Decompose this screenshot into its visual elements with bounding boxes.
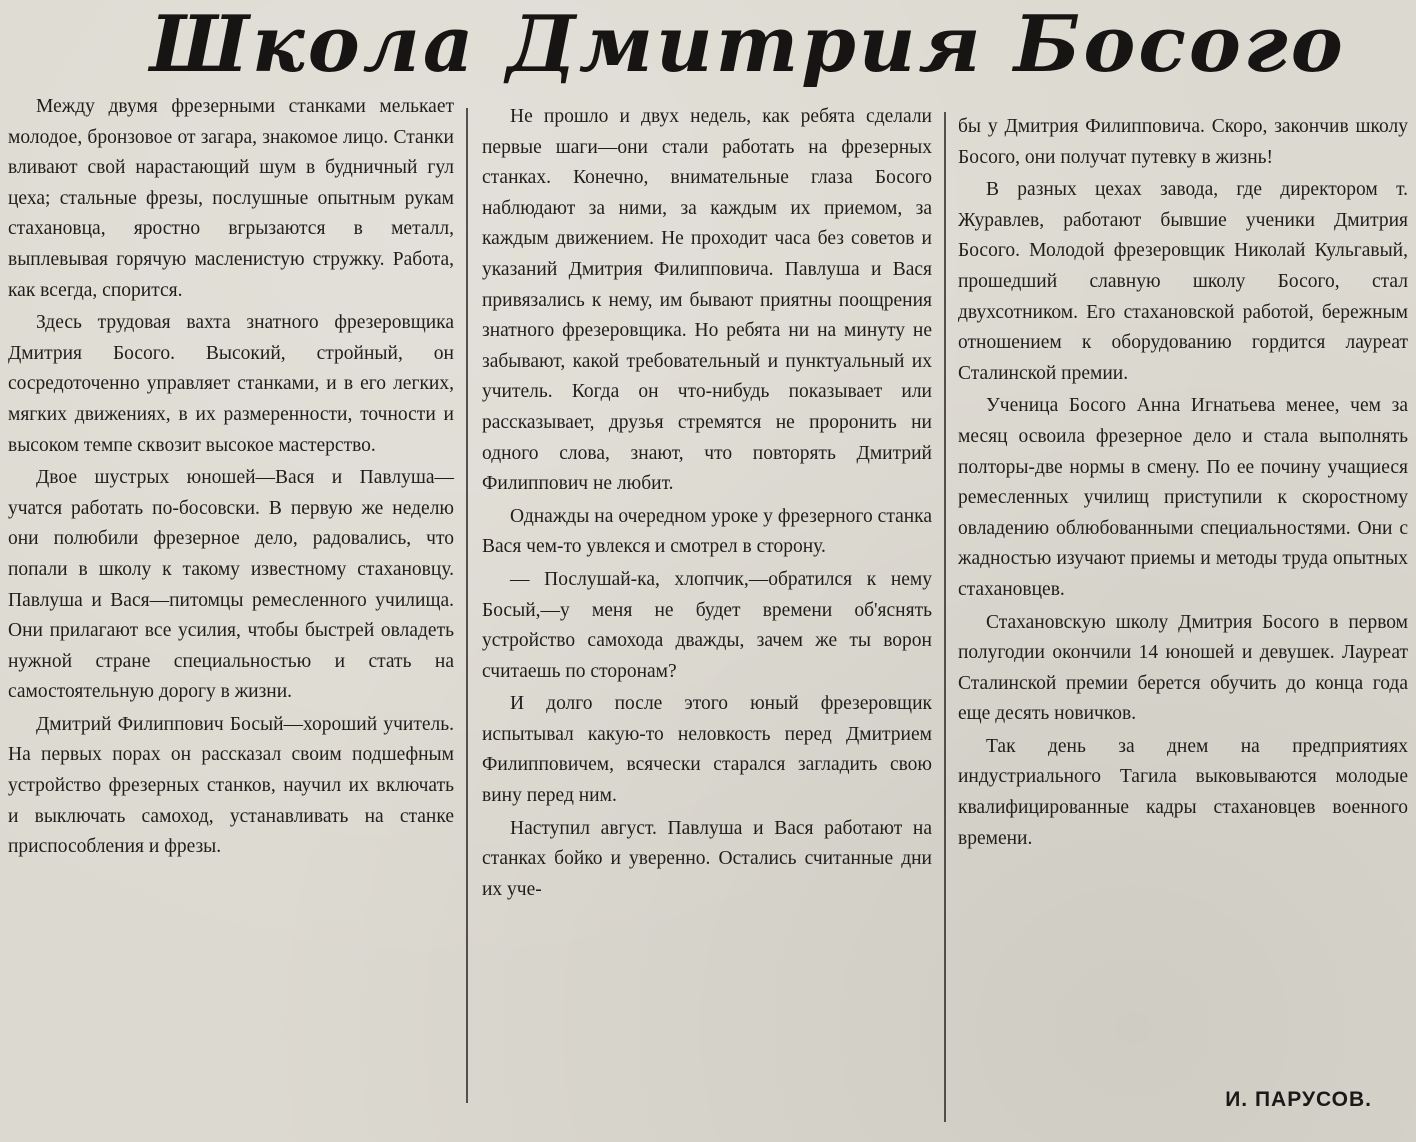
paragraph: Здесь трудовая вахта знатного фрезеровщика Дмитрия Босого. Высокий, стройный, он сосредоточенно управляет станками, и в его легких, мягких движениях, в их размеренности, точности и высоком темпе сквозит высокое мастерство. — [8, 312, 454, 456]
paragraph-continued: бы у Дмитрия Филипповича. Скоро, закончив школу Босого, они получат путевку в жизнь! — [958, 116, 1408, 168]
paragraph: Двое шустрых юношей—Вася и Павлуша—учатся работать по-босовски. В первую же неделю они полюбили фрезерное дело, радовались, что попали в школу к такому известному стахановцу. Павлуша и Вася—питомцы ремесленного училища. Они прилагают все усилия, чтобы быстрей овладеть нужной стране специальностью и стать на самостоятельную дорогу в жизни. — [8, 467, 454, 703]
article-title: Школа Дмитрия Босого — [150, 0, 1346, 90]
author-signature: И. ПАРУСОВ. — [1225, 1088, 1372, 1111]
article-column-2 — [482, 102, 932, 907]
column-divider — [466, 108, 468, 1103]
column-divider — [944, 112, 946, 1122]
paragraph: Так день за днем на предприятиях индустриального Тагила выковываются молодые квалифицированные кадры стахановцев военного времени. — [958, 735, 1408, 849]
paragraph: Наступил август. Павлуша и Вася работают на станках бойко и уверенно. Остались считанные дни их уче- — [482, 817, 932, 900]
paragraph: — Послушай-ка, хлопчик,—обратился к нему Босый,—у меня не будет времени об'яснять устройство самохода дважды, зачем же ты ворон считаешь по сторонам? — [482, 568, 932, 682]
paragraph: И долго после этого юный фрезеровщик испытывал какую-то неловкость перед Дмитрием Филипповичем, всячески старался загладить свою вину перед ним. — [482, 693, 932, 807]
paragraph: Однажды на очередном уроке у фрезерного станка Вася чем-то увлекся и смотрел в сторону. — [482, 505, 932, 558]
paragraph: Не прошло и двух недель, как ребята сделали первые шаги—они стали работать на фрезерных станках. Конечно, внимательные глаза Босого наблюдают за ними, за каждым их приемом, за каждым движением. Не проходит часа без советов и указаний Дмитрия Филипповича. Павлуша и Вася привязались к нему, им бывают приятны поощрения знатного фрезеровщика. Но ребята ни на минуту не забывают, какой требовательный и пунктуальный их учитель. Когда он что-нибудь показывает или рассказывает, друзья стремятся не проронить ни одного слова, знают, что повторять Дмитрий Филиппович не любит. — [482, 106, 932, 495]
article-column-3 — [958, 112, 1408, 856]
paragraph: Дмитрий Филиппович Босый—хороший учитель. На первых порах он рассказал своим подшефным устройство фрезерных станков, научил их включать и выключать самоход, устанавливать на станке приспособления и фрезы. — [8, 713, 454, 858]
paragraph: Между двумя фрезерными станками мелькает молодое, бронзовое от загара, знакомое лицо. Станки вливают свой нарастающий шум в будничный гул цеха; стальные фрезы, послушные опытным рукам стахановца, яростно вгрызаются в металл, выплевывая горячую масленистую стружку. Работа, как всегда, спорится. — [8, 96, 454, 301]
paragraph: Стахановскую школу Дмитрия Босого в первом полугодии окончили 14 юношей и девушек. Лауреат Сталинской премии берется обучить до конца года еще десять новичков. — [958, 611, 1408, 725]
paragraph: В разных цехах завода, где директором т. Журавлев, работают бывшие ученики Дмитрия Босого. Молодой фрезеровщик Николай Кульгавый, прошедший славную школу Босого, стал двухсотником. Его стахановской работой, бережным отношением к оборудованию гордится лауреат Сталинской премии. — [958, 179, 1408, 384]
paragraph: Ученица Босого Анна Игнатьева менее, чем за месяц освоила фрезерное дело и стала выполнять полторы-две нормы в смену. По ее почину учащиеся ремесленных училищ приступили к скоростному овладению облюбованными специальностями. Они с жадностью изучают приемы и методы труда опытных стахановцев. — [958, 395, 1408, 600]
article-column-1 — [8, 92, 454, 865]
